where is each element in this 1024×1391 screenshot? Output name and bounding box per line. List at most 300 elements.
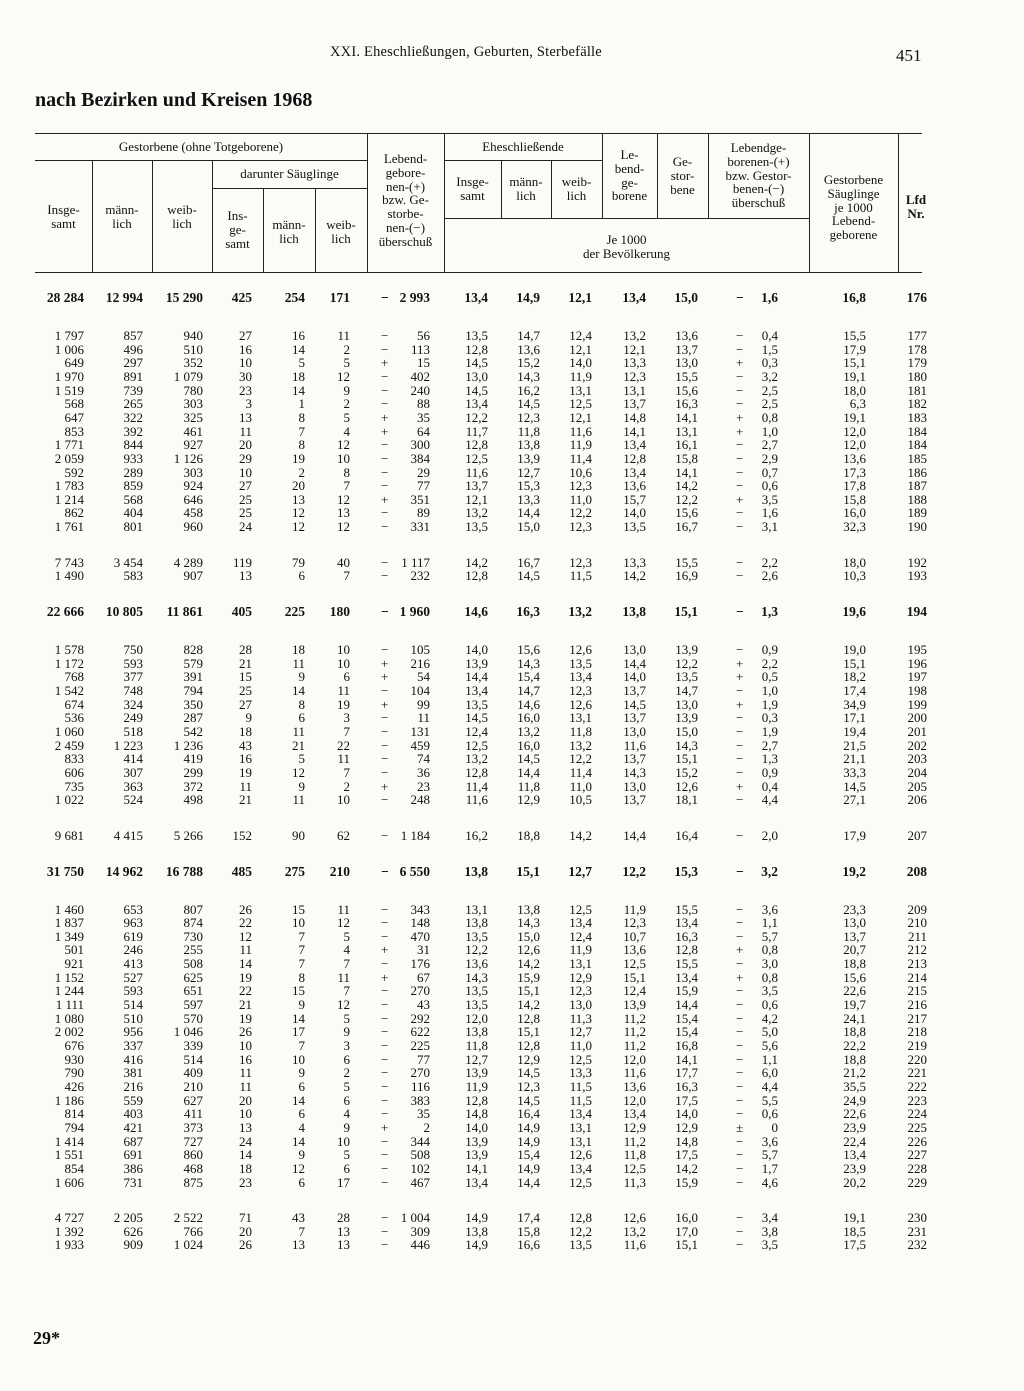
table-cell: 18,5 bbox=[843, 1223, 866, 1239]
table-cell: 13,6 bbox=[623, 942, 646, 958]
table-cell: 5 bbox=[343, 1147, 350, 1163]
table-cell: 15,4 bbox=[675, 1024, 698, 1040]
table-cell: 10 bbox=[292, 1051, 305, 1067]
table-cell: 20,2 bbox=[843, 1174, 866, 1190]
table-cell: 22,6 bbox=[843, 983, 866, 999]
table-cell: 62 bbox=[337, 827, 350, 843]
table-cell: 13,6 bbox=[465, 956, 488, 972]
table-cell: 15,9 bbox=[675, 1174, 698, 1190]
table-cell: 13,4 bbox=[843, 1147, 866, 1163]
table-cell: 1 771 bbox=[54, 437, 84, 453]
table-cell: 195 bbox=[907, 642, 927, 658]
table-cell: 8 bbox=[298, 409, 305, 425]
table-cell: + bbox=[736, 696, 744, 712]
table-cell: 21 bbox=[292, 737, 305, 753]
table-row bbox=[0, 438, 1024, 452]
table-cell: 16,2 bbox=[465, 827, 488, 843]
table-cell: 12,8 bbox=[623, 450, 646, 466]
table-cell: 14,2 bbox=[517, 997, 540, 1013]
table-cell: 14,0 bbox=[623, 669, 646, 685]
table-cell: 7 bbox=[298, 1038, 305, 1053]
table-cell: 13,9 bbox=[465, 1065, 488, 1081]
table-cell: 1,0 bbox=[761, 683, 778, 698]
table-row bbox=[0, 725, 1024, 739]
table-row bbox=[0, 569, 1024, 583]
table-cell: 12 bbox=[337, 368, 350, 384]
table-cell: 1 349 bbox=[54, 928, 84, 944]
table-cell: 9 681 bbox=[54, 827, 84, 843]
table-cell: 498 bbox=[183, 792, 203, 808]
table-cell: 29 bbox=[417, 464, 430, 480]
table-row bbox=[0, 643, 1024, 657]
table-cell: 344 bbox=[410, 1133, 430, 1149]
table-cell: 13,8 bbox=[465, 915, 488, 931]
table-cell: 16,8 bbox=[675, 1038, 698, 1053]
table-cell: − bbox=[736, 604, 744, 620]
table-cell: − bbox=[736, 1174, 744, 1190]
table-cell: 0,8 bbox=[761, 969, 778, 985]
table-cell: 13,9 bbox=[465, 655, 488, 671]
table-cell: 750 bbox=[123, 642, 143, 658]
table-cell: 13,6 bbox=[623, 478, 646, 494]
table-cell: 1 024 bbox=[173, 1237, 203, 1253]
table-cell: 232 bbox=[907, 1237, 927, 1253]
table-cell: 14 bbox=[239, 1147, 252, 1163]
table-cell: 559 bbox=[123, 1092, 143, 1108]
table-cell: 12,0 bbox=[843, 437, 866, 453]
table-cell: 15 290 bbox=[165, 290, 203, 305]
table-cell: 13,5 bbox=[465, 328, 488, 343]
table-cell: 15,1 bbox=[843, 655, 866, 671]
table-cell: 14,4 bbox=[465, 669, 488, 685]
table-cell: 13,7 bbox=[623, 683, 646, 698]
table-cell: + bbox=[381, 1119, 389, 1135]
table-cell: 14,5 bbox=[517, 1092, 540, 1108]
table-cell: 7 bbox=[298, 1223, 305, 1239]
table-cell: 3,1 bbox=[761, 519, 778, 535]
table-row bbox=[0, 1135, 1024, 1149]
table-cell: 15 bbox=[292, 901, 305, 917]
table-cell: 14,6 bbox=[517, 696, 540, 712]
table-cell: 593 bbox=[123, 983, 143, 999]
table-cell: 780 bbox=[183, 382, 203, 398]
table-cell: 14 bbox=[292, 341, 305, 357]
table-cell: 3,4 bbox=[761, 1210, 778, 1226]
table-cell: 21 bbox=[239, 792, 252, 808]
table-cell: 16,3 bbox=[675, 396, 698, 412]
table-cell: 13,7 bbox=[675, 341, 698, 357]
table-cell: 176 bbox=[906, 290, 927, 305]
table-cell: − bbox=[381, 710, 389, 726]
table-cell: 570 bbox=[183, 1010, 203, 1026]
table-cell: 20 bbox=[239, 1223, 252, 1239]
table-cell: 11 bbox=[292, 655, 305, 671]
table-cell: 0,3 bbox=[761, 710, 778, 726]
table-cell: 12 bbox=[337, 997, 350, 1013]
table-row bbox=[0, 452, 1024, 466]
table-cell: 11 bbox=[239, 423, 252, 439]
table-cell: − bbox=[381, 928, 389, 944]
table-cell: 24 bbox=[239, 519, 252, 535]
table-cell: 322 bbox=[123, 409, 143, 425]
table-cell: 307 bbox=[123, 764, 143, 780]
table-cell: 14,9 bbox=[517, 1133, 540, 1149]
table-cell: 10 805 bbox=[105, 604, 143, 620]
table-cell: 2 bbox=[423, 1119, 430, 1135]
table-cell: 22,2 bbox=[843, 1038, 866, 1053]
table-cell: 1,3 bbox=[761, 751, 778, 767]
table-cell: − bbox=[381, 723, 389, 739]
table-cell: 16,7 bbox=[517, 554, 540, 570]
table-cell: 12,3 bbox=[569, 554, 592, 570]
table-cell: 687 bbox=[123, 1133, 143, 1149]
table-cell: 11,0 bbox=[569, 1038, 592, 1053]
table-cell: 105 bbox=[410, 642, 430, 658]
table-cell: 15,5 bbox=[675, 554, 698, 570]
table-cell: 19,7 bbox=[843, 997, 866, 1013]
table-cell: 27 bbox=[239, 328, 252, 343]
table-cell: − bbox=[381, 450, 389, 466]
table-cell: − bbox=[736, 792, 744, 808]
table-cell: − bbox=[736, 956, 744, 972]
table-cell: 731 bbox=[123, 1174, 143, 1190]
table-cell: 176 bbox=[410, 956, 430, 972]
table-cell: − bbox=[381, 983, 389, 999]
table-cell: 10 bbox=[337, 450, 350, 466]
table-cell: 1 126 bbox=[173, 450, 203, 466]
table-heading: nach Bezirken und Kreisen 1968 bbox=[35, 89, 313, 111]
table-cell: 179 bbox=[907, 355, 927, 371]
table-cell: 16,4 bbox=[675, 827, 698, 843]
table-cell: 275 bbox=[284, 863, 305, 879]
table-cell: 384 bbox=[410, 450, 430, 466]
table-cell: 0,8 bbox=[761, 942, 778, 958]
table-cell: − bbox=[381, 1147, 389, 1163]
table-cell: 5 bbox=[343, 409, 350, 425]
table-cell: 2 459 bbox=[54, 737, 84, 753]
table-cell: 90 bbox=[292, 827, 305, 843]
table-row bbox=[0, 739, 1024, 753]
table-cell: 2,6 bbox=[761, 568, 778, 584]
table-cell: 16 bbox=[239, 341, 252, 357]
table-cell: 1,6 bbox=[761, 290, 778, 305]
table-cell: 2 205 bbox=[113, 1210, 143, 1226]
table-cell: 13,5 bbox=[465, 983, 488, 999]
table-cell: 14,3 bbox=[465, 969, 488, 985]
table-cell: 1,5 bbox=[761, 341, 778, 357]
table-cell: 14,0 bbox=[623, 505, 646, 521]
table-cell: 1 519 bbox=[54, 382, 84, 398]
table-cell: 14,5 bbox=[623, 696, 646, 712]
table-cell: 230 bbox=[907, 1210, 927, 1226]
table-cell: 12,6 bbox=[517, 942, 540, 958]
table-cell: 7 bbox=[298, 956, 305, 972]
table-cell: 34,9 bbox=[843, 696, 866, 712]
table-cell: 15,0 bbox=[675, 723, 698, 739]
table-cell: − bbox=[381, 341, 389, 357]
table-cell: 4,6 bbox=[761, 1174, 778, 1190]
table-cell: 3,0 bbox=[761, 956, 778, 972]
table-cell: 13,6 bbox=[517, 341, 540, 357]
table-cell: 16,4 bbox=[517, 1106, 540, 1122]
table-cell: − bbox=[381, 1078, 389, 1094]
table-cell: 211 bbox=[907, 928, 927, 944]
table-cell: 19,6 bbox=[842, 604, 866, 620]
table-cell: 11,2 bbox=[623, 1133, 646, 1149]
table-cell: 409 bbox=[183, 1065, 203, 1081]
table-cell: 12,1 bbox=[465, 491, 488, 507]
table-cell: 4 bbox=[298, 1119, 305, 1135]
table-cell: − bbox=[381, 437, 389, 453]
table-cell: 1 172 bbox=[54, 655, 84, 671]
table-cell: 12,3 bbox=[569, 478, 592, 494]
table-cell: 16,3 bbox=[675, 1078, 698, 1094]
table-cell: − bbox=[381, 642, 389, 658]
table-cell: 13,7 bbox=[843, 928, 866, 944]
table-cell: − bbox=[736, 505, 744, 521]
table-cell: 766 bbox=[183, 1223, 203, 1239]
table-cell: 12,5 bbox=[465, 737, 488, 753]
table-cell: 3 454 bbox=[113, 554, 143, 570]
table-cell: 28 bbox=[337, 1210, 350, 1226]
table-cell: 21,2 bbox=[843, 1065, 866, 1081]
table-cell: 5 bbox=[343, 1078, 350, 1094]
table-row bbox=[0, 506, 1024, 520]
table-cell: 12 bbox=[337, 519, 350, 535]
table-cell: 13,8 bbox=[517, 437, 540, 453]
table-cell: 11,4 bbox=[569, 450, 592, 466]
table-cell: 54 bbox=[417, 669, 430, 685]
table-cell: 15,9 bbox=[517, 969, 540, 985]
table-cell: 11,6 bbox=[569, 423, 592, 439]
table-cell: 12,3 bbox=[623, 915, 646, 931]
table-cell: 13,8 bbox=[517, 901, 540, 917]
table-cell: 13,1 bbox=[675, 423, 698, 439]
table-cell: − bbox=[736, 437, 744, 453]
table-cell: 216 bbox=[410, 655, 430, 671]
table-cell: 592 bbox=[64, 464, 84, 480]
table-row bbox=[0, 1066, 1024, 1080]
table-cell: 18,0 bbox=[843, 554, 866, 570]
table-cell: 15,3 bbox=[674, 863, 698, 879]
table-cell: 15,8 bbox=[843, 491, 866, 507]
table-cell: 30 bbox=[239, 368, 252, 384]
table-cell: 15,5 bbox=[675, 901, 698, 917]
table-cell: 2,2 bbox=[761, 655, 778, 671]
table-cell: − bbox=[381, 1024, 389, 1040]
table-cell: 9 bbox=[298, 778, 305, 794]
table-row-total bbox=[0, 865, 1024, 879]
table-cell: 859 bbox=[123, 478, 143, 494]
table-cell: 7 bbox=[343, 478, 350, 494]
table-cell: + bbox=[381, 423, 389, 439]
table-cell: + bbox=[736, 778, 744, 794]
table-cell: 12,3 bbox=[569, 983, 592, 999]
table-cell: 12,9 bbox=[569, 969, 592, 985]
table-cell: 303 bbox=[183, 396, 203, 412]
table-cell: 18,8 bbox=[843, 1051, 866, 1067]
table-cell: 297 bbox=[123, 355, 143, 371]
table-cell: − bbox=[736, 1106, 744, 1122]
table-cell: 3,5 bbox=[761, 491, 778, 507]
table-cell: 225 bbox=[410, 1038, 430, 1053]
header-darunter-saeuglinge: darunter Säuglinge bbox=[240, 166, 339, 181]
table-cell: − bbox=[381, 737, 389, 753]
table-cell: + bbox=[381, 696, 389, 712]
table-cell: − bbox=[381, 568, 389, 584]
table-cell: 1 490 bbox=[54, 568, 84, 584]
table-row bbox=[0, 493, 1024, 507]
table-cell: 17,4 bbox=[843, 683, 866, 698]
table-cell: 20 bbox=[239, 1092, 252, 1108]
table-cell: 210 bbox=[329, 863, 350, 879]
table-cell: 17,1 bbox=[843, 710, 866, 726]
table-cell: 4 727 bbox=[54, 1210, 84, 1226]
table-cell: − bbox=[736, 1133, 744, 1149]
table-cell: 12 bbox=[239, 928, 252, 944]
table-cell: 14,4 bbox=[517, 505, 540, 521]
table-cell: 17 bbox=[292, 1024, 305, 1040]
table-row-total bbox=[0, 291, 1024, 305]
table-cell: 13,1 bbox=[569, 710, 592, 726]
table-cell: 12,5 bbox=[465, 450, 488, 466]
table-row bbox=[0, 1094, 1024, 1108]
table-cell: − bbox=[736, 1051, 744, 1067]
table-cell: 17,5 bbox=[675, 1092, 698, 1108]
table-cell: 1 970 bbox=[54, 368, 84, 384]
table-cell: 790 bbox=[64, 1065, 84, 1081]
table-cell: 735 bbox=[64, 778, 84, 794]
table-cell: 20 bbox=[239, 437, 252, 453]
table-cell: 13,7 bbox=[623, 792, 646, 808]
table-cell: + bbox=[381, 655, 389, 671]
table-cell: 14,4 bbox=[517, 1174, 540, 1190]
table-cell: 0,4 bbox=[761, 328, 778, 343]
table-cell: 12 bbox=[292, 1160, 305, 1176]
table-cell: 625 bbox=[183, 969, 203, 985]
table-cell: − bbox=[381, 863, 389, 879]
table-row bbox=[0, 916, 1024, 930]
table-cell: 14,8 bbox=[465, 1106, 488, 1122]
table-cell: 231 bbox=[907, 1223, 927, 1239]
table-cell: 13 bbox=[337, 505, 350, 521]
table-cell: 185 bbox=[907, 450, 927, 466]
table-cell: 15,7 bbox=[623, 491, 646, 507]
table-cell: 6,0 bbox=[761, 1065, 778, 1081]
table-cell: 15,1 bbox=[675, 751, 698, 767]
table-cell: 14,6 bbox=[464, 604, 488, 620]
table-cell: 15,0 bbox=[517, 928, 540, 944]
table-cell: − bbox=[381, 1051, 389, 1067]
table-cell: 691 bbox=[123, 1147, 143, 1163]
table-cell: 19,1 bbox=[843, 368, 866, 384]
table-cell: 178 bbox=[907, 341, 927, 357]
table-row bbox=[0, 1148, 1024, 1162]
table-cell: 651 bbox=[183, 983, 203, 999]
table-cell: 5 bbox=[343, 355, 350, 371]
table-cell: − bbox=[736, 554, 744, 570]
table-cell: 7 bbox=[343, 568, 350, 584]
table-cell: 13,0 bbox=[623, 723, 646, 739]
table-cell: 12,8 bbox=[675, 942, 698, 958]
table-cell: 7 743 bbox=[54, 554, 84, 570]
table-cell: 1 152 bbox=[54, 969, 84, 985]
table-cell: 27,1 bbox=[843, 792, 866, 808]
table-cell: 3,8 bbox=[761, 1223, 778, 1239]
table-cell: 11,8 bbox=[517, 423, 540, 439]
table-cell: 15,6 bbox=[517, 642, 540, 658]
table-cell: 13 bbox=[239, 1119, 252, 1135]
table-cell: 10,3 bbox=[843, 568, 866, 584]
table-cell: 14,1 bbox=[623, 423, 646, 439]
table-cell: 4 289 bbox=[173, 554, 203, 570]
table-cell: 10 bbox=[239, 464, 252, 480]
table-cell: 12,9 bbox=[517, 792, 540, 808]
table-cell: 226 bbox=[907, 1133, 927, 1149]
page-number: 451 bbox=[896, 46, 922, 65]
table-cell: 184 bbox=[907, 437, 927, 453]
table-cell: 14,5 bbox=[843, 778, 866, 794]
table-cell: 24 bbox=[239, 1133, 252, 1149]
table-cell: 14,0 bbox=[569, 355, 592, 371]
table-cell: 13,4 bbox=[569, 669, 592, 685]
table-cell: 622 bbox=[410, 1024, 430, 1040]
table-cell: 461 bbox=[183, 423, 203, 439]
table-cell: 14,7 bbox=[517, 328, 540, 343]
table-cell: 18,8 bbox=[843, 1024, 866, 1040]
table-cell: 13,5 bbox=[465, 519, 488, 535]
table-cell: 14,2 bbox=[569, 827, 592, 843]
table-cell: 1,3 bbox=[761, 604, 778, 620]
table-cell: 0,5 bbox=[761, 669, 778, 685]
table-cell: 14,1 bbox=[465, 1160, 488, 1176]
table-cell: 193 bbox=[907, 568, 927, 584]
table-cell: 13,5 bbox=[569, 1237, 592, 1253]
table-cell: 15,5 bbox=[675, 956, 698, 972]
table-cell: 13,8 bbox=[622, 604, 646, 620]
table-cell: 181 bbox=[907, 382, 927, 398]
table-cell: 6 bbox=[298, 1106, 305, 1122]
table-cell: 12,2 bbox=[622, 863, 646, 879]
table-cell: 3,5 bbox=[761, 983, 778, 999]
table-cell: 26 bbox=[239, 1237, 252, 1253]
table-cell: 15,4 bbox=[675, 1010, 698, 1026]
table-cell: 303 bbox=[183, 464, 203, 480]
table-cell: 2,7 bbox=[761, 437, 778, 453]
table-cell: 12,6 bbox=[569, 696, 592, 712]
table-cell: 222 bbox=[907, 1078, 927, 1094]
table-cell: 12,5 bbox=[623, 1160, 646, 1176]
table-cell: 12 bbox=[337, 491, 350, 507]
table-cell: 12,8 bbox=[465, 568, 488, 584]
table-cell: 508 bbox=[410, 1147, 430, 1163]
table-cell: 2 bbox=[343, 341, 350, 357]
table-cell: 12,5 bbox=[569, 396, 592, 412]
table-cell: 383 bbox=[410, 1092, 430, 1108]
table-cell: 19,2 bbox=[842, 863, 866, 879]
table-cell: 148 bbox=[410, 915, 430, 931]
table-row bbox=[0, 793, 1024, 807]
table-cell: − bbox=[736, 710, 744, 726]
table-row bbox=[0, 520, 1024, 534]
table-cell: 377 bbox=[123, 669, 143, 685]
table-cell: 14,4 bbox=[623, 827, 646, 843]
table-cell: 4 bbox=[343, 942, 350, 958]
table-cell: − bbox=[736, 396, 744, 412]
table-cell: 7 bbox=[343, 956, 350, 972]
table-cell: 215 bbox=[907, 983, 927, 999]
table-cell: 2,2 bbox=[761, 554, 778, 570]
